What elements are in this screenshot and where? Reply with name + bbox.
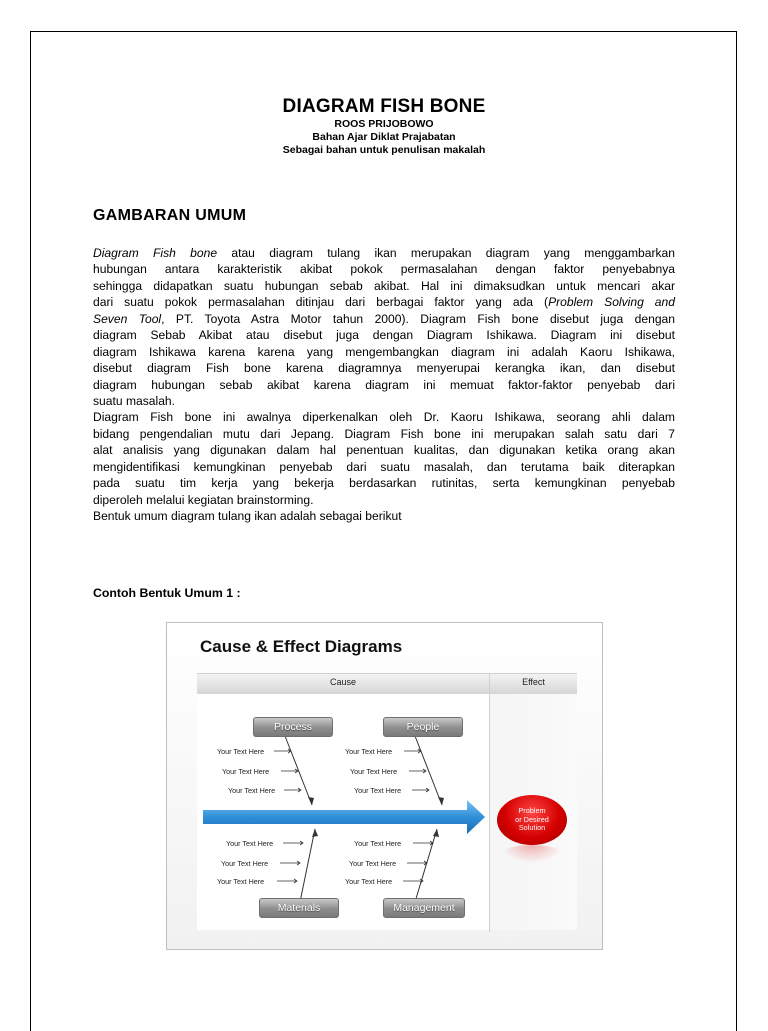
cause-item: Your Text Here (345, 747, 393, 756)
cause-item: Your Text Here (228, 786, 276, 795)
body-line: bidang pengendalian mutu dari Jepang. Diagram Fish bone ini merupakan salah satu dari 7 (93, 426, 675, 441)
cause-item: Your Text Here (349, 859, 397, 868)
body-line: disebut diagram Fish bone karena diagramnya menyerupai kerangka ikan, dan disebut (93, 361, 675, 376)
section-heading: GAMBARAN UMUM (93, 207, 247, 224)
body-line: suatu masalah. (93, 393, 176, 408)
body-line: mengidentifikasi kemungkinan penyebab dari suatu masalah, dan terutama baik diterapkan (93, 459, 675, 474)
body-line: Bentuk umum diagram tulang ikan adalah sebagai berikut (93, 509, 402, 523)
cause-item: Your Text Here (354, 839, 402, 848)
body-line: Diagram Fish bone atau diagram tulang ikan merupakan diagram yang menggambarkan (93, 246, 675, 260)
body-line: diagram Sebab Akibat atau disebut juga dengan Diagram Ishikawa. Diagram ini disebut (93, 328, 675, 343)
cause-item: Your Text Here (221, 859, 269, 868)
effect-line: Problem (518, 806, 546, 816)
cause-item: Your Text Here (217, 877, 265, 886)
subtitle-line-2: Sebagai bahan untuk penulisan makalah (282, 144, 486, 156)
body-paragraphs (93, 245, 675, 524)
author-name: ROOS PRIJOBOWO (334, 118, 434, 130)
italic-reference-cont: Seven Tool (93, 311, 162, 326)
title-block (0, 96, 768, 157)
body-line: diperoleh melalui kegiatan brainstorming. (93, 492, 314, 507)
italic-term: Diagram Fish bone (93, 246, 218, 260)
bone-people (415, 736, 442, 805)
body-line: sehingga didapatkan suatu hubungan sebab akibat. Hal ini dimaksudkan untuk mencari akar (93, 278, 675, 293)
body-line: Seven Tool, PT. Toyota Astra Motor tahun 2000). Diagram Fish bone disebut juga dengan (93, 311, 675, 326)
cause-item: Your Text Here (354, 786, 402, 795)
cause-item: Your Text Here (222, 767, 270, 776)
example-label: Contoh Bentuk Umum 1 : (93, 586, 241, 600)
cause-item: Your Text Here (226, 839, 274, 848)
cause-item: Your Text Here (350, 767, 398, 776)
bone-process (285, 736, 312, 805)
cause-header: Cause (329, 677, 356, 687)
bone-materials (300, 829, 315, 902)
bone-management (415, 829, 437, 902)
category-process: Process (253, 717, 333, 737)
spine-arrow (203, 800, 485, 834)
figure-title: Cause & Effect Diagrams (200, 637, 403, 656)
body-line: Diagram Fish bone ini awalnya diperkenalkan oleh Dr. Kaoru Ishikawa, seorang ahli dalam (93, 410, 675, 425)
body-line: pada suatu tim kerja yang bekerja berdasarkan rutinitas, serta kemungkinan penyebab (93, 476, 675, 491)
document-title: DIAGRAM FISH BONE (282, 96, 486, 117)
category-people: People (383, 717, 463, 737)
subtitle-line-1: Bahan Ajar Diklat Prajabatan (312, 131, 456, 143)
effect-line: or Desired (515, 814, 549, 824)
effect-reflection (501, 845, 563, 863)
italic-reference: Problem Solving and (548, 295, 675, 310)
effect-line: Solution (518, 823, 546, 833)
body-line: hubungan antara karakteristik akibat pokok permasalahan dengan faktor penyebabnya (93, 262, 675, 277)
body-line: alat analisis yang digunakan dalam hal penentuan kualitas, dan digunakan ketika orang akan (93, 443, 675, 458)
effect-header: Effect (522, 677, 545, 687)
body-line: dari suatu pokok permasalahan ditinjau dari berbagai faktor yang ada (Problem Solving and (93, 295, 675, 310)
body-line: diagram Ishikawa karena karena yang mengembangkan diagram ini adalah Kaoru Ishikawa, (93, 344, 675, 359)
cause-item: Your Text Here (345, 877, 393, 886)
body-line: diagram hubungan sebab akibat karena diagram ini memuat faktor-faktor penyebab dari (93, 377, 675, 392)
category-materials: Materials (259, 898, 339, 918)
category-management: Management (383, 898, 465, 918)
cause-item: Your Text Here (217, 747, 265, 756)
effect-badge (497, 795, 567, 845)
fishbone-figure (166, 622, 603, 950)
